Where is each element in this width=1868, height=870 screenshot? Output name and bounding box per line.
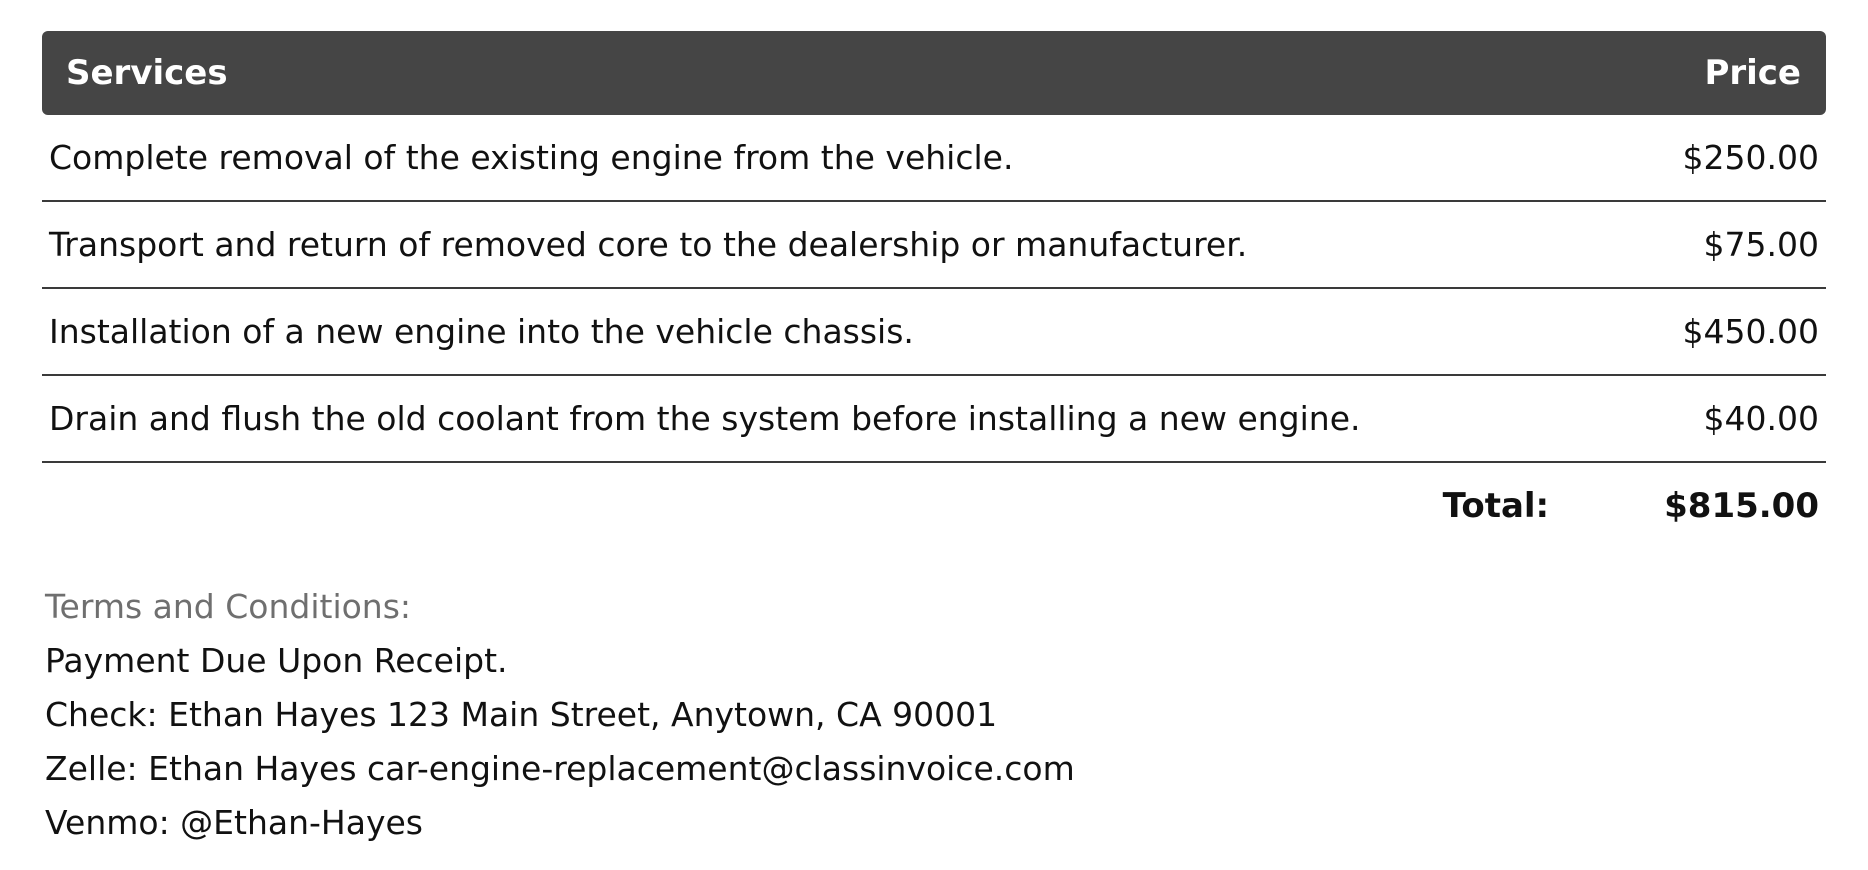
total-value: $815.00 (1664, 486, 1819, 526)
table-header (42, 31, 1826, 115)
service-description: Transport and return of removed core to the dealership or manufacturer. (49, 225, 1248, 264)
services-column-header: Services (66, 53, 228, 93)
services-table (42, 31, 1826, 549)
table-row (42, 376, 1826, 463)
table-row (42, 202, 1826, 289)
total-row (42, 463, 1826, 549)
table-row (42, 289, 1826, 376)
terms-line-venmo: Venmo: @Ethan-Hayes (45, 803, 423, 842)
service-price: $450.00 (1682, 312, 1819, 351)
price-column-header: Price (1704, 53, 1801, 93)
terms-line-payment-due: Payment Due Upon Receipt. (45, 641, 508, 680)
service-description: Installation of a new engine into the vehicle chassis. (49, 312, 914, 351)
service-price: $250.00 (1682, 138, 1819, 177)
service-description: Complete removal of the existing engine from the vehicle. (49, 138, 1014, 177)
total-label: Total: (1442, 486, 1550, 526)
table-row (42, 115, 1826, 202)
terms-section (45, 580, 1075, 850)
terms-line-zelle: Zelle: Ethan Hayes car-engine-replacement@classinvoice.com (45, 749, 1075, 788)
service-description: Drain and flush the old coolant from the system before installing a new engine. (49, 399, 1361, 438)
terms-line-check: Check: Ethan Hayes 123 Main Street, Anytown, CA 90001 (45, 695, 998, 734)
terms-heading: Terms and Conditions: (45, 587, 412, 626)
service-price: $75.00 (1703, 225, 1819, 264)
service-price: $40.00 (1703, 399, 1819, 438)
